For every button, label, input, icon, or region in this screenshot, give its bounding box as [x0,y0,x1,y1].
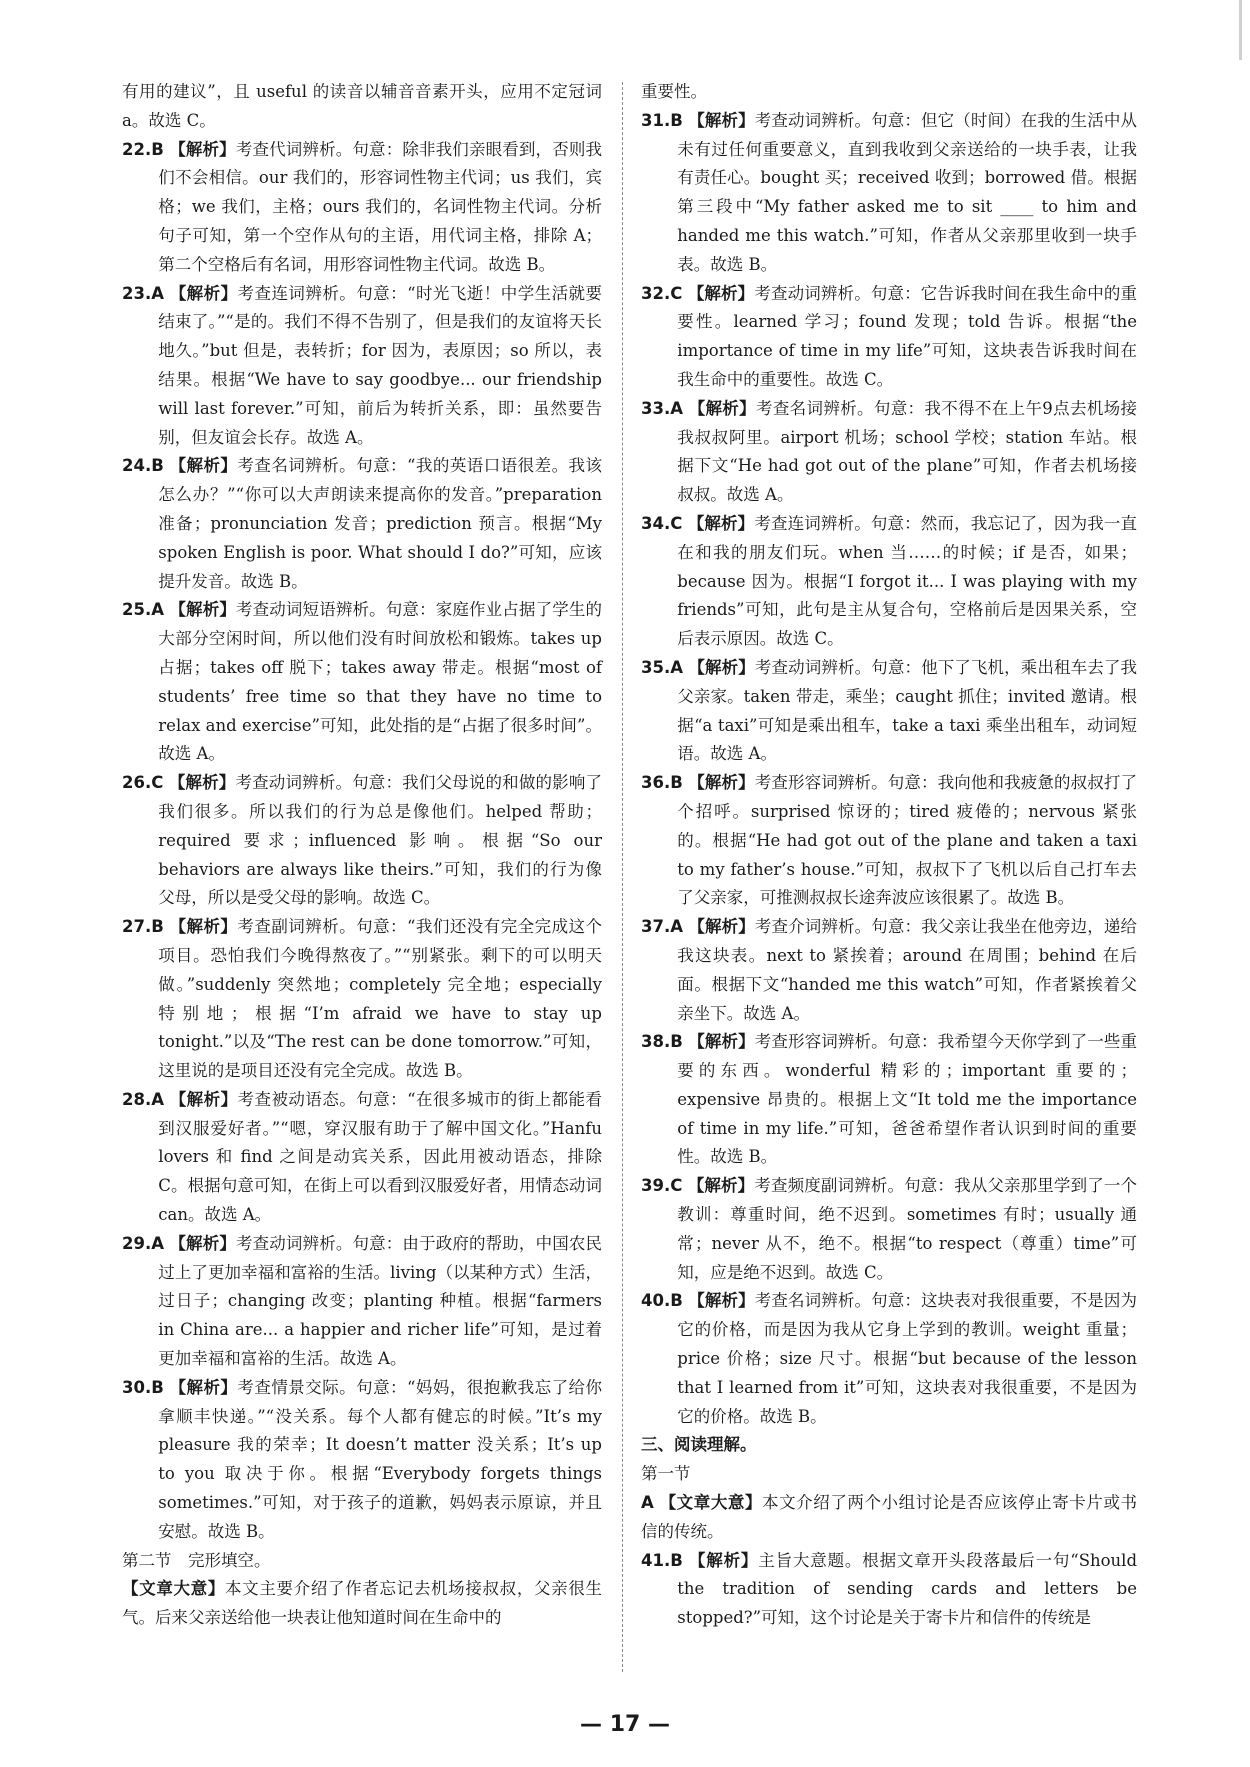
summary-continuation: 重要性。 [641,82,707,101]
answer-item-25: 25.A 【解析】考查动词短语辨析。句意：家庭作业占据了学生的大部分空闲时间，所以他们没有时间放松和锻炼。takes up 占据；takes off 脱下；takes away 带走。根据“most of students’ free time so that they have no time to relax and exercise”可知，此处指的是“占据了很多时间”。故选 A。 [122,600,603,764]
answer-item-27: 27.B 【解析】考查副词辨析。句意：“我们还没有完全完成这个项目。恐怕我们今晚得熬夜了。”“别紧张。剩下的可以明天做。”suddenly 突然地；completely 完全地；especially 特别地；根据“I’m afraid we have to stay up tonight.”以及“The rest can be done tomorrow.”可知，这里说的是项目还没有完全完成。故选 B。 [122,917,603,1081]
answer-item-23: 23.A 【解析】考查连词辨析。句意：“时光飞逝！中学生活就要结束了。”“是的。我们不得不告别了，但是我们的友谊将天长地久。”but 但是，表转折；for 因为，表原因；so 所以，表结果。根据“We have to say goodbye... our friendship will last forever.”可知，前后为转折关系，即：虽然要告别，但友谊会长存。故选 A。 [122,283,603,447]
answer-item-38: 38.B 【解析】考查形容词辨析。句意：我希望今天你学到了一些重要的东西。wonderful 精彩的；important 重要的；expensive 昂贵的。根据上文“It told me the importance of time in my life.”可知，爸爸希望作者认识到时间的重要性。故选 B。 [641,1032,1138,1167]
column-divider [622,82,623,1672]
answer-item-30: 30.B 【解析】考查情景交际。句意：“妈妈，很抱歉我忘了给你拿顺丰快递。”“没关系。每个人都有健忘的时候。”It’s my pleasure 我的荣幸；It doesn’t matter 没关系；It’s up to you 取决于你。根据“Everybody forgets things sometimes.”可知，对于孩子的道歉，妈妈表示原谅，并且安慰。故选 B。 [122,1377,603,1541]
answer-item-26: 26.C 【解析】考查动词辨析。句意：我们父母说的和做的影响了我们很多。所以我们的行为总是像他们。helped 帮助；required 要求；influenced 影响。根据“So our behaviors are always like theirs.”可知，我们的行为像父母，所以是受父母的影响。故选 C。 [122,773,603,908]
section-heading-reading: 三、阅读理解。 [641,1435,757,1455]
right-column [641,78,1137,1633]
answer-item-35: 35.A 【解析】考查动词辨析。句意：他下了飞机，乘出租车去了我父亲家。taken 带走，乘坐；caught 抓住；invited 邀请。根据“a taxi”可知是乘出租车，take a taxi 乘坐出租车，动词短语。故选 A。 [641,657,1138,764]
answer-item-33: 33.A 【解析】考查名词辨析。句意：我不得不在上午9点去机场接我叔叔阿里。airport 机场；school 学校；station 车站。根据下文“He had got out of the plane”可知，作者去机场接叔叔。故选 A。 [641,398,1138,505]
answer-item-32: 32.C 【解析】考查动词辨析。句意：它告诉我时间在我生命中的重要性。learned 学习；found 发现；told 告诉。根据“the importance of time in my life”可知，这块表告诉我时间在我生命中的重要性。故选 C。 [641,283,1138,389]
left-column [122,78,602,1633]
page-number: — 17 — [580,1712,670,1737]
answer-item-39: 39.C 【解析】考查频度副词辨析。句意：我从父亲那里学到了一个教训：尊重时间，绝不迟到。sometimes 有时；usually 通常；never 从不，绝不。根据“to respect（尊重）time”可知，应是绝不迟到。故选 C。 [641,1176,1138,1282]
answer-item-24: 24.B 【解析】考查名词辨析。句意：“我的英语口语很差。我该怎么办？”“你可以大声朗读来提高你的发音。”preparation 准备；pronunciation 发音；prediction 预言。根据“My spoken English is poor. What should I do?”可知，应该提升发音。故选 B。 [122,456,603,591]
answer-item-22: 22.B 【解析】考查代词辨析。句意：除非我们亲眼看到，否则我们不会相信。our 我们的，形容词性物主代词；us 我们，宾格；we 我们，主格；ours 我们的，名词性物主代词。分析句子可知，第一个空作从句的主语，用代词主格，排除 A；第二个空格后有名词，用形容词性物主代词。故选 B。 [122,139,603,274]
answer-item-40: 40.B 【解析】考查名词辨析。句意：这块表对我很重要，不是因为它的价格，而是因为我从它身上学到的教训。weight 重量；price 价格；size 尺寸。根据“but because of the lesson that I learned from it”可知，这块表对我很重要，不是因为它的价格。故选 B。 [641,1291,1138,1426]
answer-item-36: 36.B 【解析】考查形容词辨析。句意：我向他和我疲惫的叔叔打了个招呼。surprised 惊讶的；tired 疲倦的；nervous 紧张的。根据“He had got out of the plane and taken a taxi to my father’s house.”可知，叔叔下了飞机以后自己打车去了父亲家，可推测叔叔长途奔波应该很累了。故选 B。 [641,773,1138,908]
section-subheading: 第一节 [641,1464,691,1484]
answer-item-28: 28.A 【解析】考查被动语态。句意：“在很多城市的街上都能看到汉服爱好者。”“嗯，穿汉服有助于了解中国文化。”Hanfu lovers 和 find 之间是动宾关系，因此用被动语态，排除 C。根据句意可知，在街上可以看到汉服爱好者，用情态动词 can。故选 A。 [122,1089,603,1225]
passage-a-summary: A 【文章大意】本文介绍了两个小组讨论是否应该停止寄卡片或书信的传统。 [641,1493,1138,1541]
article-summary: 【文章大意】本文主要介绍了作者忘记去机场接叔叔，父亲很生气。后来父亲送给他一块表让他知道时间在生命中的 [122,1579,603,1628]
answer-item-37: 37.A 【解析】考查介词辨析。句意：我父亲让我坐在他旁边，递给我这块表。next to 紧挨着；around 在周围；behind 在后面。根据下文“handed me this watch”可知，作者紧挨着父亲坐下。故选 A。 [641,917,1138,1023]
answer-item-34: 34.C 【解析】考查连词辨析。句意：然而，我忘记了，因为我一直在和我的朋友们玩。when 当……的时候；if 是否，如果；because 因为。根据“I forgot it... I was playing with my friends”可知，此句是主从复合句，空格前后是因果关系，空后表示原因。故选 C。 [641,513,1138,649]
answer-item-31: 31.B 【解析】考查动词辨析。句意：但它（时间）在我的生活中从未有过任何重要意义，直到我收到父亲送给的一块手表，让我有责任心。bought 买；received 收到；borrowed 借。根据第三段中“My father asked me to sit ____ to him and handed me this watch.”可知，作者从父亲那里收到一块手表。故选 B。 [641,110,1138,274]
section-heading-cloze: 第二节 完形填空。 [122,1550,271,1570]
answer-item-29: 29.A 【解析】考查动词辨析。句意：由于政府的帮助，中国农民过上了更加幸福和富裕的生活。living（以某种方式）生活，过日子；changing 改变；planting 种植。根据“farmers in China are... a happier and richer life”可知，是过着更加幸福和富裕的生活。故选 A。 [122,1233,603,1369]
answer-item-41: 41.B 【解析】主旨大意题。根据文章开头段落最后一句“Should the tradition of sending cards and letters be stopped?”可知，这个讨论是关于寄卡片和信件的传统是 [641,1550,1138,1628]
answer-continuation: 有用的建议”，且 useful 的读音以辅音音素开头，应用不定冠词 a。故选 C。 [122,82,602,130]
scan-edge [1239,0,1242,60]
